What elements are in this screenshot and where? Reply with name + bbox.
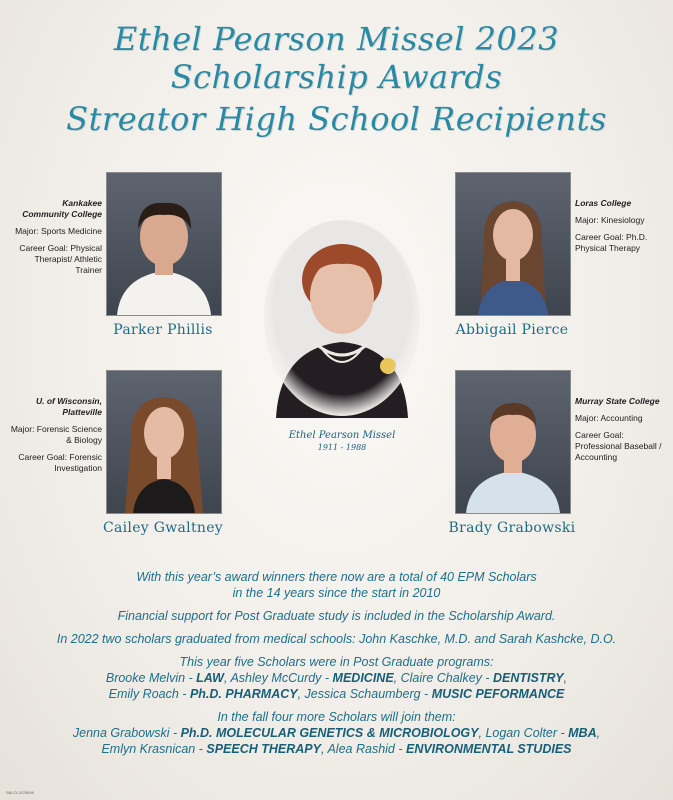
honoree-name: Ethel Pearson Missel xyxy=(288,430,396,441)
post-grad-heading: This year five Scholars were in Post Graduate programs: xyxy=(179,655,494,669)
recipient-name: Cailey Gwaltney xyxy=(103,520,223,536)
summary-line-1: With this year’s award winners there now are a total of 40 EPM Scholars xyxy=(136,570,537,584)
title-line-3: Streator High School Recipients xyxy=(66,100,607,138)
recipient-major: Major: Kinesiology xyxy=(575,215,645,225)
recipient-info-cailey xyxy=(10,396,102,480)
honoree-portrait xyxy=(262,218,422,418)
recipient-photo-brady xyxy=(455,370,571,514)
recipient-info-parker xyxy=(14,198,102,282)
recipient-photo-abbigail xyxy=(455,172,571,316)
recipient-photo-cailey xyxy=(106,370,222,514)
recipient-goal: Career Goal: Physical Therapist/ Athletic Trainer xyxy=(19,243,102,275)
recipient-name: Parker Phillis xyxy=(113,322,213,338)
recipient-goal: Career Goal: Ph.D. Physical Therapy xyxy=(575,232,648,253)
recipient-photo-parker xyxy=(106,172,222,316)
medical-graduates-text: In 2022 two scholars graduated from medical schools: John Kaschke, M.D. and Sarah Kashcke, D.O. xyxy=(56,632,617,646)
recipient-major: Major: Sports Medicine xyxy=(15,226,102,236)
recipient-goal: Career Goal: Forensic Investigation xyxy=(18,452,102,473)
recipient-school: Murray State College xyxy=(575,396,660,406)
honoree-years: 1911 - 1988 xyxy=(317,443,367,452)
recipient-info-brady xyxy=(575,396,667,469)
fall-line-1: Jenna Grabowski - Ph.D. MOLECULAR GENETICS & MICROBIOLOGY, Logan Colter - MBA, xyxy=(72,726,601,740)
title-line-1: Ethel Pearson Missel 2023 xyxy=(113,20,560,58)
fall-line-2: Emlyn Krasnican - SPEECH THERAPY, Alea Rashid - ENVIRONMENTAL STUDIES xyxy=(101,742,572,756)
summary-line-2: in the 14 years since the start in 2010 xyxy=(232,586,441,600)
ad-code: SM-CL2076649 xyxy=(6,790,35,795)
recipient-goal: Career Goal: Professional Baseball / Accounting xyxy=(575,430,662,462)
post-grad-line-1: Brooke Melvin - LAW, Ashley McCurdy - MEDICINE, Claire Chalkey - DENTISTRY, xyxy=(105,671,568,685)
recipient-school: Kankakee Community College xyxy=(22,198,102,219)
financial-support-text: Financial support for Post Graduate study is included in the Scholarship Award. xyxy=(117,609,556,623)
title-line-2: Scholarship Awards xyxy=(170,58,503,96)
recipient-major: Major: Forensic Science & Biology xyxy=(10,424,102,445)
honoree-caption xyxy=(252,430,432,452)
post-grad-line-2: Emily Roach - Ph.D. PHARMACY, Jessica Schaumberg - MUSIC PEFORMANCE xyxy=(108,687,565,701)
recipient-name: Brady Grabowski xyxy=(448,520,576,536)
recipient-school: U. of Wisconsin, Platteville xyxy=(35,396,102,417)
recipient-school: Loras College xyxy=(575,198,632,208)
recipient-major: Major: Accounting xyxy=(575,413,643,423)
recipient-info-abbigail xyxy=(575,198,667,260)
recipient-name: Abbigail Pierce xyxy=(455,322,569,338)
fall-heading: In the fall four more Scholars will join them: xyxy=(217,710,456,724)
